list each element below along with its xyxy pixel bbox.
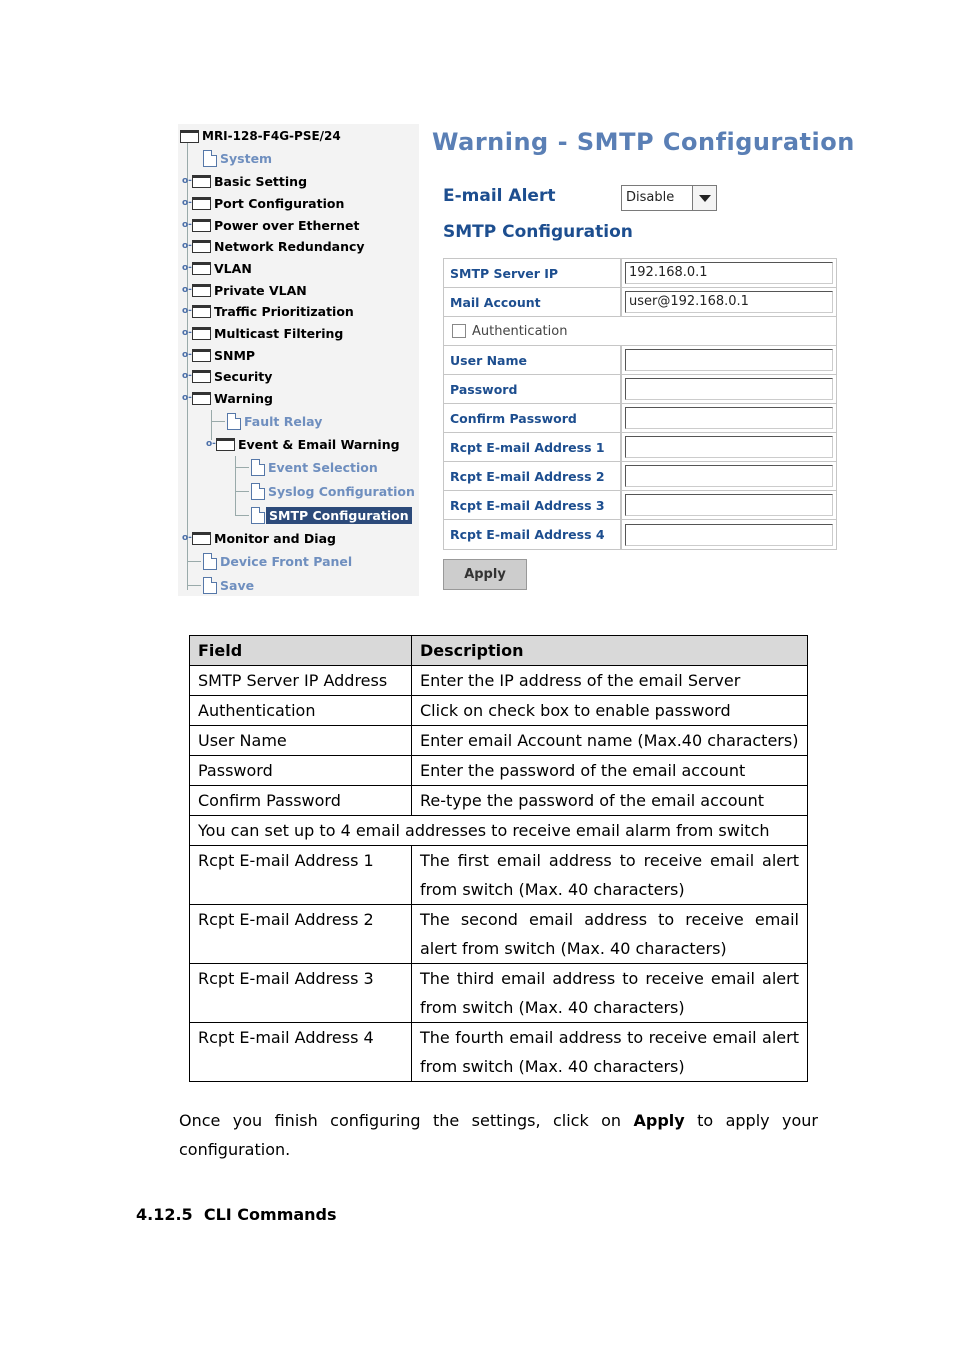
- tree-item-security[interactable]: [182, 366, 272, 386]
- table-header-description: Description: [412, 636, 808, 666]
- tree-item-event-email-warning[interactable]: [206, 434, 400, 454]
- tree-item-label: Port Configuration: [214, 195, 345, 211]
- rcpt-email-2-input[interactable]: [625, 465, 833, 487]
- confirm-password-label: Confirm Password: [444, 404, 622, 432]
- table-header-row: [190, 636, 808, 666]
- authentication-label: Authentication: [472, 323, 568, 339]
- folder-icon: [216, 438, 235, 451]
- folder-icon: [192, 532, 211, 545]
- smtp-form: [443, 258, 837, 550]
- table-cell-desc: Enter the IP address of the email Server: [412, 666, 808, 696]
- folder-icon: [180, 130, 199, 143]
- paragraph-bold-apply: Apply: [633, 1111, 685, 1130]
- table-row: [190, 905, 808, 964]
- apply-button[interactable]: Apply: [443, 559, 527, 590]
- smtp-section-heading: SMTP Configuration: [443, 222, 633, 242]
- expand-knob-icon[interactable]: o-: [182, 328, 192, 338]
- expand-knob-icon[interactable]: o-: [182, 241, 192, 251]
- form-row: [444, 259, 836, 288]
- navigation-tree: [178, 124, 419, 596]
- tree-item-label: Security: [214, 368, 273, 384]
- rcpt-email-4-label: Rcpt E-mail Address 4: [444, 520, 622, 549]
- password-input[interactable]: [625, 378, 833, 400]
- tree-item-basic-setting[interactable]: [182, 171, 307, 191]
- tree-item-label: Event Selection: [268, 459, 378, 475]
- form-row: [444, 404, 836, 433]
- section-heading: 4.12.5 CLI Commands: [136, 1205, 337, 1224]
- rcpt-email-1-label: Rcpt E-mail Address 1: [444, 433, 622, 461]
- tree-item-network-redundancy[interactable]: [182, 236, 365, 256]
- expand-knob-icon[interactable]: o-: [182, 306, 192, 316]
- paragraph-text: to apply your configuration.: [179, 1111, 818, 1159]
- table-row: [190, 666, 808, 696]
- table-cell-desc: The second email address to receive email alert from switch (Max. 40 characters): [412, 905, 808, 964]
- form-row: [444, 462, 836, 491]
- folder-icon: [192, 327, 211, 340]
- page-icon: [203, 577, 217, 594]
- tree-item-label: Device Front Panel: [220, 553, 353, 569]
- folder-icon: [192, 370, 211, 383]
- tree-item-monitor-and-diag[interactable]: [182, 528, 336, 548]
- form-row: [444, 375, 836, 404]
- tree-item-power-over-ethernet[interactable]: [182, 215, 359, 235]
- expand-knob-icon[interactable]: o-: [182, 350, 192, 360]
- tree-item-label: SMTP Configuration: [266, 507, 412, 524]
- table-span-row: [190, 816, 808, 846]
- tree-connector: [187, 585, 201, 586]
- rcpt-email-1-input[interactable]: [625, 436, 833, 458]
- form-row: [444, 491, 836, 520]
- table-cell-desc: The first email address to receive email alert from switch (Max. 40 characters): [412, 846, 808, 905]
- table-cell-desc: Click on check box to enable password: [412, 696, 808, 726]
- email-alert-value: Disable: [626, 190, 675, 205]
- folder-icon: [192, 262, 211, 275]
- table-cell-field: Rcpt E-mail Address 4: [190, 1023, 412, 1082]
- collapse-knob-icon[interactable]: o-: [182, 393, 192, 403]
- table-row: [190, 786, 808, 816]
- folder-icon: [192, 197, 211, 210]
- table-cell-field: Rcpt E-mail Address 3: [190, 964, 412, 1023]
- tree-item-label: VLAN: [214, 260, 252, 276]
- mail-account-input[interactable]: user@192.168.0.1: [625, 291, 833, 313]
- tree-item-syslog-configuration[interactable]: [251, 481, 415, 501]
- tree-item-label: Basic Setting: [214, 173, 308, 189]
- collapse-knob-icon[interactable]: o-: [206, 439, 216, 449]
- user-name-label: User Name: [444, 346, 622, 374]
- tree-item-device-front-panel[interactable]: [203, 551, 352, 571]
- password-label: Password: [444, 375, 622, 403]
- table-cell-field: Confirm Password: [190, 786, 412, 816]
- table-cell-desc: The third email address to receive email alert from switch (Max. 40 characters): [412, 964, 808, 1023]
- folder-icon: [192, 284, 211, 297]
- field-description-table: [189, 635, 808, 1082]
- table-cell-desc: Enter email Account name (Max.40 characters): [412, 726, 808, 756]
- confirm-password-input[interactable]: [625, 407, 833, 429]
- page-title: Warning - SMTP Configuration: [432, 128, 855, 156]
- expand-knob-icon[interactable]: o-: [182, 198, 192, 208]
- folder-icon: [192, 219, 211, 232]
- folder-icon: [192, 240, 211, 253]
- folder-icon: [192, 349, 211, 362]
- instruction-paragraph: [179, 1106, 818, 1164]
- folder-icon: [192, 305, 211, 318]
- table-cell-field: Authentication: [190, 696, 412, 726]
- smtp-server-ip-label: SMTP Server IP: [444, 259, 622, 287]
- tree-connector: [211, 421, 225, 422]
- tree-item-label: Fault Relay: [244, 413, 323, 429]
- table-row: [190, 696, 808, 726]
- tree-item-port-configuration[interactable]: [182, 193, 344, 213]
- folder-icon: [192, 392, 211, 405]
- form-row: [444, 288, 836, 317]
- rcpt-email-3-input[interactable]: [625, 494, 833, 516]
- table-cell-field: SMTP Server IP Address: [190, 666, 412, 696]
- page-icon: [203, 150, 217, 167]
- rcpt-email-2-label: Rcpt E-mail Address 2: [444, 462, 622, 490]
- tree-connector: [235, 515, 249, 516]
- expand-knob-icon[interactable]: o-: [182, 220, 192, 230]
- table-cell-field: User Name: [190, 726, 412, 756]
- table-header-field: Field: [190, 636, 412, 666]
- paragraph-text: Once you finish configuring the settings, click on: [179, 1111, 634, 1130]
- tree-connector: [235, 491, 249, 492]
- email-alert-label: E-mail Alert: [443, 186, 556, 206]
- table-row: [190, 726, 808, 756]
- table-cell-field: Rcpt E-mail Address 1: [190, 846, 412, 905]
- user-name-input[interactable]: [625, 349, 833, 371]
- tree-root-label: MRI-128-F4G-PSE/24: [202, 129, 341, 143]
- tree-connector: [235, 456, 236, 516]
- tree-connector: [187, 561, 201, 562]
- tree-item-label: SNMP: [214, 347, 256, 363]
- mail-account-label: Mail Account: [444, 288, 622, 316]
- table-cell-desc: Enter the password of the email account: [412, 756, 808, 786]
- form-row: [444, 520, 836, 549]
- expand-knob-icon[interactable]: o-: [182, 533, 192, 543]
- folder-icon: [192, 175, 211, 188]
- tree-item-fault-relay[interactable]: [227, 411, 322, 431]
- tree-item-label: Power over Ethernet: [214, 217, 360, 233]
- rcpt-email-3-label: Rcpt E-mail Address 3: [444, 491, 622, 519]
- tree-item-label: Warning: [214, 390, 273, 406]
- table-span-note: You can set up to 4 email addresses to receive email alarm from switch: [190, 816, 808, 846]
- table-cell-desc: The fourth email address to receive email alert from switch (Max. 40 characters): [412, 1023, 808, 1082]
- tree-item-label: Network Redundancy: [214, 238, 365, 254]
- tree-item-event-selection[interactable]: [251, 457, 378, 477]
- tree-item-label: System: [220, 150, 273, 166]
- chevron-down-icon[interactable]: [692, 186, 716, 210]
- authentication-row: [444, 317, 836, 346]
- tree-item-system[interactable]: [203, 148, 272, 168]
- table-row: [190, 756, 808, 786]
- tree-item-save[interactable]: [203, 575, 254, 595]
- tree-connector: [235, 467, 249, 468]
- expand-knob-icon[interactable]: o-: [182, 176, 192, 186]
- authentication-checkbox[interactable]: [452, 324, 466, 338]
- tree-item-label: Traffic Prioritization: [214, 303, 354, 319]
- tree-item-label: Multicast Filtering: [214, 325, 344, 341]
- table-row: [190, 964, 808, 1023]
- table-row: [190, 846, 808, 905]
- form-row: [444, 346, 836, 375]
- table-row: [190, 1023, 808, 1082]
- tree-item-private-vlan[interactable]: [182, 280, 307, 300]
- page-icon: [251, 507, 265, 524]
- expand-knob-icon[interactable]: o-: [182, 285, 192, 295]
- expand-knob-icon[interactable]: o-: [182, 263, 192, 273]
- page-icon: [251, 459, 265, 476]
- email-alert-select[interactable]: [621, 185, 717, 211]
- page-icon: [251, 483, 265, 500]
- expand-knob-icon[interactable]: o-: [182, 371, 192, 381]
- tree-item-traffic-prioritization[interactable]: [182, 301, 354, 321]
- table-cell-field: Rcpt E-mail Address 2: [190, 905, 412, 964]
- table-cell-field: Password: [190, 756, 412, 786]
- tree-item-label: Save: [220, 577, 255, 593]
- tree-item-smtp-configuration[interactable]: [251, 505, 412, 525]
- page-icon: [203, 553, 217, 570]
- table-cell-desc: Re-type the password of the email account: [412, 786, 808, 816]
- tree-item-label: Event & Email Warning: [238, 436, 400, 452]
- tree-item-warning[interactable]: [182, 388, 273, 408]
- tree-item-label: Monitor and Diag: [214, 530, 336, 546]
- tree-root[interactable]: [180, 126, 341, 146]
- tree-item-vlan[interactable]: [182, 258, 252, 278]
- tree-item-multicast-filtering[interactable]: [182, 323, 343, 343]
- tree-item-snmp[interactable]: [182, 345, 255, 365]
- rcpt-email-4-input[interactable]: [625, 524, 833, 546]
- page-icon: [227, 413, 241, 430]
- smtp-server-ip-input[interactable]: 192.168.0.1: [625, 262, 833, 284]
- tree-item-label: Private VLAN: [214, 282, 307, 298]
- tree-item-label: Syslog Configuration: [268, 483, 415, 499]
- form-row: [444, 433, 836, 462]
